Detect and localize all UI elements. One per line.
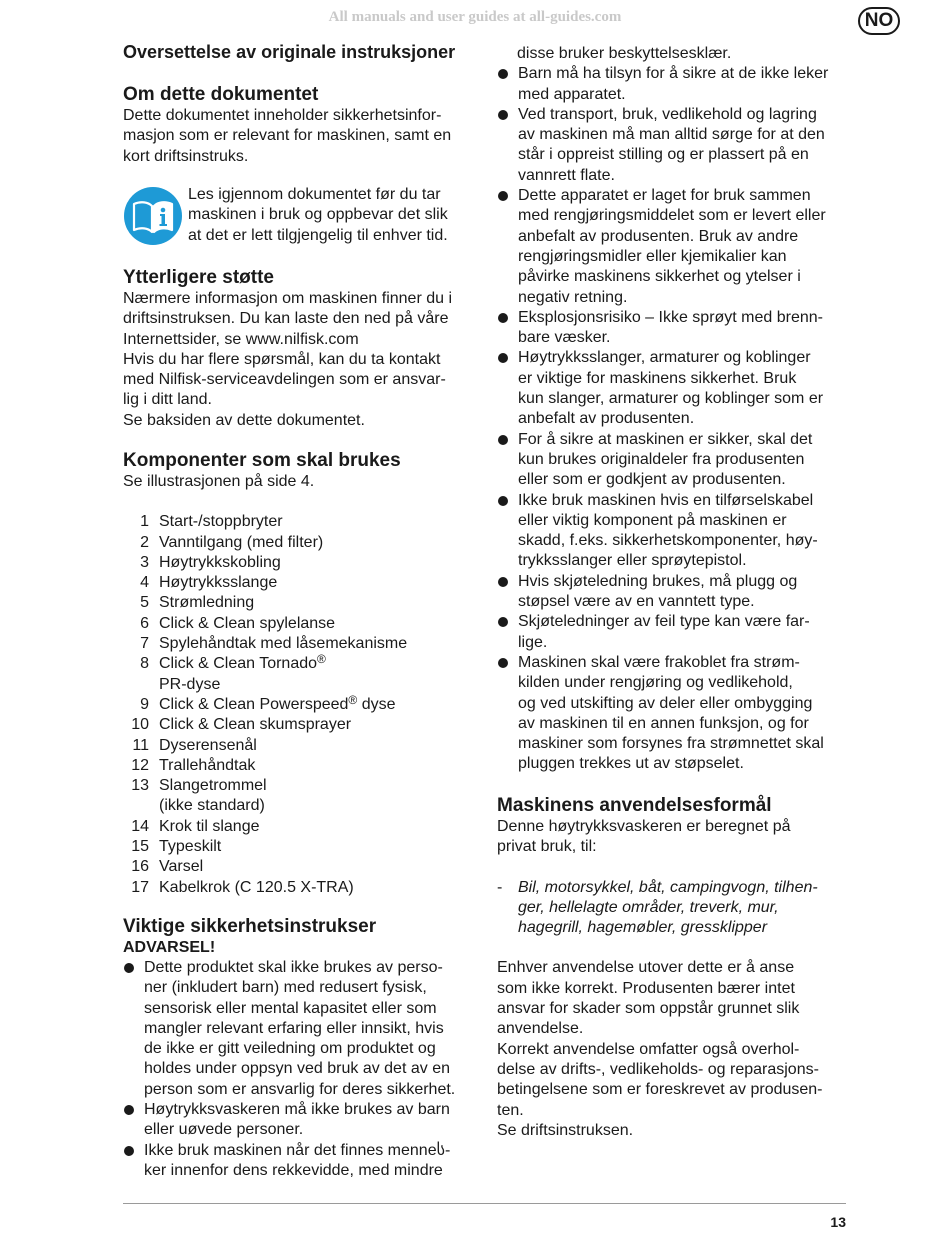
item-text: Click & Clean Tornado (159, 655, 318, 673)
safety-list-continued (497, 64, 852, 774)
language-badge: NO (858, 7, 900, 35)
text-line: Dette dokumentet inneholder sikkerhetsinfor- (123, 107, 442, 124)
text-line: Høytrykksslanger, armaturer og koblinger (518, 349, 811, 367)
text-line: delse av drifts-, vedlikeholds- og reparasjons- (497, 1060, 819, 1078)
text-line: som ikke korrekt. Produsenten bærer intet (497, 979, 795, 997)
list-item (123, 878, 478, 898)
manual-info-icon (123, 187, 183, 245)
text-line: ker innenfor dens rekkevidde, med mindre (144, 1161, 443, 1179)
components-section (123, 449, 478, 898)
continuation-line: disse bruker beskyttelsesklær. (517, 45, 732, 62)
item-text: Vanntilgang (med filter) (159, 533, 324, 551)
support-heading: Ytterligere støtte (123, 267, 274, 288)
item-text: Trallehåndtak (159, 756, 256, 774)
item-text: Dyserensenål (159, 736, 257, 754)
text-line: masjon som er relevant for maskinen, samt en (123, 127, 452, 145)
about-section (123, 83, 478, 167)
text-line: Skjøteledninger av feil type kan være far- (518, 613, 810, 631)
item-text: Start-/stoppbryter (159, 513, 283, 531)
text-line: Hvis skjøteledning brukes, må plugg og (518, 572, 798, 590)
item-text: Typeskilt (159, 838, 222, 856)
text-line: Nærmere informasjon om maskinen finner du i (123, 290, 453, 307)
item-number: 14 (131, 817, 149, 835)
list-item (497, 105, 852, 186)
text-line: sensorisk eller mental kapasitet eller som (144, 999, 437, 1017)
item-number: 6 (140, 614, 149, 632)
text-line: betingelsene som er foreskrevet av produsen- (497, 1081, 823, 1099)
list-item (497, 612, 852, 653)
item-text: Click & Clean skumsprayer (159, 716, 352, 734)
item-text: Høytrykkskobling (159, 553, 281, 571)
text-line: står i oppreist stilling og er plassert på en (518, 146, 809, 164)
text-line: maskinen i bruk og oppbevar det slik (188, 206, 448, 224)
item-text: Strømledning (159, 594, 255, 612)
item-text: Høytrykksslange (159, 574, 278, 592)
text-line: trykksslanger eller sprøytepistol. (518, 552, 747, 570)
text-line: Korrekt anvendelse omfatter også overhol- (497, 1040, 800, 1058)
text-line: pluggen trekkes ut av støpselet. (518, 755, 744, 773)
components-heading: Komponenter som skal brukes (123, 450, 401, 471)
list-item (497, 348, 852, 429)
item-number: 15 (131, 838, 149, 856)
purpose-closing (497, 958, 852, 1141)
item-number: 17 (131, 878, 149, 896)
text-line: og ved utskifting av deler eller ombygging (518, 694, 813, 712)
text-line: Dette apparatet er laget for bruk sammen (518, 187, 811, 205)
list-item (123, 857, 478, 877)
list-item (123, 1141, 478, 1182)
list-item (497, 308, 852, 349)
text-line: Ikke bruk maskinen hvis en tilførselskabel (518, 491, 814, 509)
text-line: eller som er godkjent av produsenten. (518, 471, 786, 489)
page-number: 13 (830, 1214, 846, 1230)
about-text (123, 106, 478, 167)
purpose-heading: Maskinens anvendelsesformål (497, 795, 772, 816)
purpose-intro (497, 817, 852, 858)
components-list (123, 512, 478, 898)
text-line: Eksplosjonsrisiko – Ikke sprøyt med brenn- (518, 308, 823, 326)
list-item (123, 512, 478, 532)
text-line: kun brukes originaldeler fra produsenten (518, 450, 805, 468)
text-line: kun slanger, armaturer og koblinger som er (518, 390, 824, 408)
text-line: av maskinen må man alltid sørge for at den (518, 126, 825, 144)
list-item (123, 736, 478, 756)
text-line: hagegrill, hagemøbler, gressklipper (518, 919, 768, 937)
text-line: Høytrykksvaskeren må ikke brukes av barn (144, 1101, 450, 1119)
item-text: Spylehåndtak med låsemekanisme (159, 635, 408, 653)
item-number: 7 (140, 635, 149, 653)
list-item (123, 553, 478, 573)
list-item (123, 634, 478, 654)
list-item (123, 573, 478, 593)
item-number: 5 (140, 594, 149, 612)
text-line: anbefalt av produsenten. (518, 410, 695, 428)
info-text (188, 185, 478, 246)
text-line: med rengjøringsmiddelet som er levert eller (518, 207, 826, 225)
text-line: påvirke maskinens sikkerhet og ytelser i (518, 268, 801, 286)
text-line: driftsinstruksen. Du kan laste den ned på våre (123, 310, 449, 328)
support-text (123, 289, 478, 431)
text-line: at det er lett tilgjengelig til enhver tid. (188, 226, 448, 244)
item-number: 8 (140, 655, 149, 673)
text-line: lig i ditt land. (123, 391, 212, 409)
purpose-section (497, 794, 852, 1141)
warning-label: ADVARSEL! (123, 939, 216, 956)
safety-section (123, 915, 478, 1181)
text-line: Internettsider, se www.nilfisk.com (123, 330, 359, 348)
text-line: ger, hellelagte områder, treverk, mur, (518, 898, 779, 916)
list-item (497, 572, 852, 613)
list-item (123, 593, 478, 613)
item-number: 13 (131, 777, 149, 795)
item-number: 1 (140, 513, 149, 531)
watermark: All manuals and user guides at all-guides.com (328, 9, 622, 25)
item-text: Krok til slange (159, 817, 260, 835)
text-line: Enhver anvendelse utover dette er å anse (497, 959, 795, 977)
about-heading: Om dette dokumentet (123, 84, 319, 105)
list-item (123, 776, 478, 817)
text-line: Bil, motorsykkel, båt, campingvogn, tilhen- (518, 878, 818, 896)
text-line: holdes under oppsyn ved bruk av det av en (144, 1060, 450, 1078)
text-line: skadd, f.eks. sikkerhetskomponenter, høy- (518, 532, 818, 550)
text-line: anvendelse. (497, 1020, 584, 1038)
list-item (497, 64, 852, 105)
footer-divider (123, 1203, 846, 1204)
support-section (123, 266, 478, 431)
text-line: eller viktig komponent på maskinen er (518, 511, 787, 529)
text-line: støpsel være av en vanntett type. (518, 593, 755, 611)
list-item (123, 817, 478, 837)
dash-marker: - (497, 878, 503, 896)
text-line: Barn må ha tilsyn for å sikre at de ikke leker (518, 65, 829, 83)
item-number: 16 (131, 858, 149, 876)
text-line: kort driftsinstruks. (123, 147, 249, 165)
list-item (497, 430, 852, 491)
info-note (123, 185, 478, 247)
list-item (123, 1100, 478, 1141)
item-text: Slangetrommel (159, 777, 267, 795)
text-line: med apparatet. (518, 85, 626, 103)
text-line: person som er ansvarlig for deres sikkerhet. (144, 1080, 456, 1098)
item-text: dyse (357, 695, 396, 713)
text-line: ten. (497, 1101, 524, 1119)
text-line: Hvis du har flere spørsmål, kan du ta kontakt (123, 350, 441, 368)
item-number: 12 (131, 756, 149, 774)
list-item (123, 837, 478, 857)
text-line: privat bruk, til: (497, 838, 597, 856)
text-line: er viktige for maskinens sikkerhet. Bruk (518, 369, 797, 387)
item-number: 4 (140, 574, 149, 592)
item-number: 9 (140, 695, 149, 713)
item-number: 2 (140, 533, 149, 551)
text-line: rengjøringsmidler eller kjemikalier kan (518, 247, 787, 265)
item-text: (ikke standard) (159, 797, 265, 815)
registered-mark: ® (348, 692, 358, 707)
safety-list (123, 958, 478, 1181)
item-text: PR-dyse (159, 675, 221, 693)
item-text: Varsel (159, 858, 204, 876)
text-line: med Nilfisk-serviceavdelingen som er ansvar- (123, 371, 446, 389)
list-item (123, 654, 478, 695)
text-line: Se driftsinstruksen. (497, 1121, 634, 1139)
list-item (123, 533, 478, 553)
usage-list-item (497, 878, 852, 939)
list-item (123, 958, 478, 1100)
text-line: ner (inkludert barn) med redusert fysisk, (144, 979, 427, 997)
text-line: anbefalt av produsenten. Bruk av andre (518, 227, 799, 245)
list-item (497, 653, 852, 775)
text-line: For å sikre at maskinen er sikker, skal det (518, 430, 813, 448)
text-line: vannrett flate. (518, 166, 615, 184)
item-text: Kabelkrok (C 120.5 X-TRA) (159, 878, 354, 896)
text-line: Maskinen skal være frakoblet fra strøm- (518, 653, 800, 671)
item-number: 3 (140, 553, 149, 571)
components-intro: Se illustrasjonen på side 4. (123, 473, 315, 490)
registered-mark: ® (317, 652, 326, 667)
text-line: eller uøvede personer. (144, 1121, 304, 1139)
text-line: Denne høytrykksvaskeren er beregnet på (497, 818, 791, 835)
text-line: de ikke er gitt veiledning om produktet og (144, 1040, 436, 1058)
text-line: Dette produktet skal ikke brukes av perso- (144, 959, 443, 976)
item-text: Click & Clean Powerspeed (159, 695, 349, 713)
text-line: av maskinen til en annen funksjon, og for (518, 714, 809, 732)
list-item (123, 614, 478, 634)
text-line: lige. (518, 633, 548, 651)
list-item (123, 756, 478, 776)
text-line: negativ retning. (518, 288, 628, 306)
text-line: Ikke bruk maskinen når det finnes menneს- (144, 1141, 451, 1159)
list-item (497, 186, 852, 308)
list-item (123, 692, 478, 715)
list-item (123, 715, 478, 735)
text-line: Ved transport, bruk, vedlikehold og lagring (518, 105, 817, 123)
safety-heading: Viktige sikkerhetsinstrukser (123, 916, 377, 937)
item-number: 10 (131, 716, 149, 734)
text-line: ansvar for skader som oppstår grunnet slik (497, 1000, 800, 1018)
safety-continued (497, 44, 852, 775)
text-line: kilden under rengjøring og vedlikehold, (518, 674, 793, 692)
text-line: maskiner som forsynes fra strømnettet skal (518, 735, 824, 753)
text-line: Se baksiden av dette dokumentet. (123, 411, 365, 429)
text-line: Les igjennom dokumentet før du tar (188, 186, 441, 203)
list-item (497, 491, 852, 572)
text-line: bare væsker. (518, 329, 611, 347)
item-number: 11 (132, 736, 149, 754)
translation-heading: Oversettelse av originale instruksjoner (123, 42, 456, 62)
text-line: mangler relevant erfaring eller innsikt, hvis (144, 1019, 444, 1037)
item-text: Click & Clean spylelanse (159, 614, 336, 632)
